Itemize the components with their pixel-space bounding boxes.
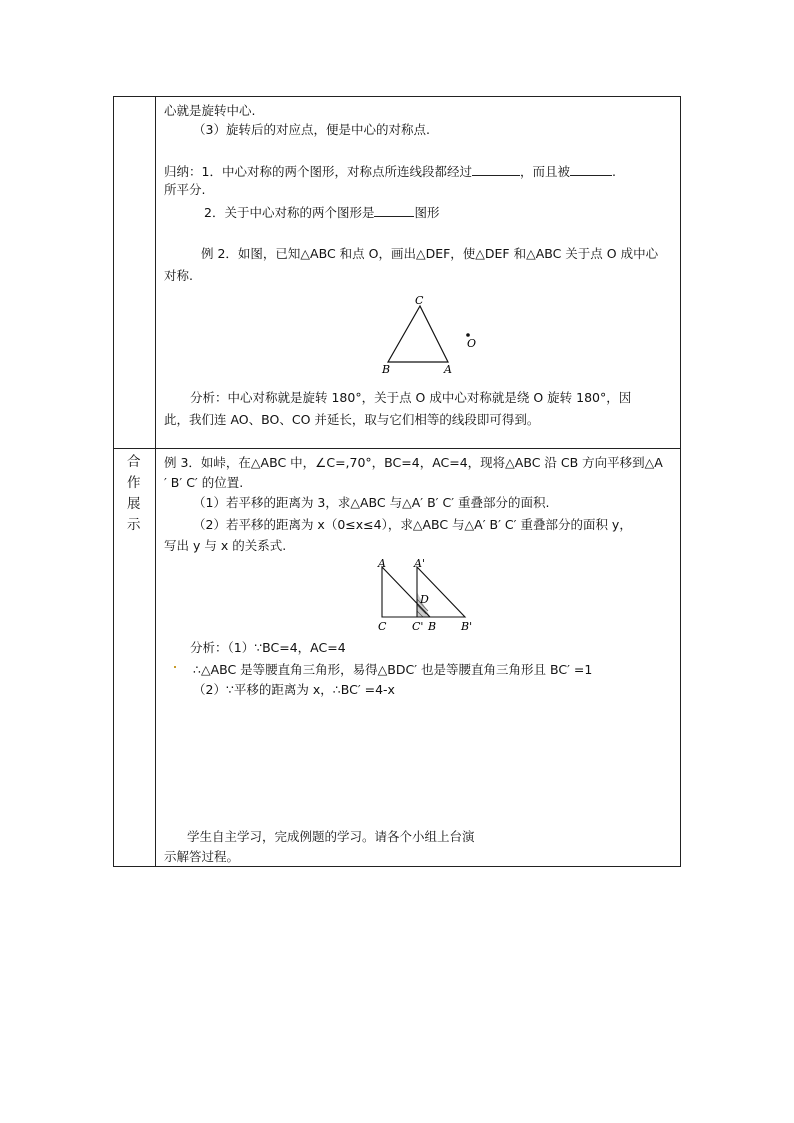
label-c-prime: C' (412, 620, 424, 633)
point-line (204, 204, 439, 221)
text-line: （3）旋转后的对应点，便是中心的对称点. (193, 122, 430, 137)
summary-text: . (611, 164, 616, 179)
fill-blank (374, 204, 414, 217)
closing-line: 学生自主学习，完成例题的学习。请各个小组上台演 (187, 829, 475, 844)
label-b: B (428, 620, 437, 633)
side-label-char: 展 (127, 496, 141, 512)
analysis-line: ∴△ABC 是等腰直角三角形，易得△BDC′ 也是等腰直角三角形且 BC′ =1 (193, 662, 593, 677)
closing-line: 示解答过程。 (164, 849, 240, 864)
table-column-divider (155, 96, 156, 867)
analysis-line: （2）∵平移的距离为 x，∴BC′ =4-x (193, 682, 395, 697)
point-text: 图形 (414, 205, 440, 220)
summary-text: ，而且被 (519, 164, 570, 179)
text-line: 所平分. (164, 182, 206, 197)
label-c: C (378, 620, 387, 633)
example-heading: 例 3．如峠，在△ABC 中，∠C=,70°，BC=4，AC=4，现将△ABC 沿 CB 方向平移到△A (164, 455, 663, 470)
question-line: （2）若平移的距离为 x（0≤x≤4），求△ABC 与△A′ B′ C′ 重叠部分的面积 y， (193, 517, 632, 532)
point-text: 2．关于中心对称的两个图形是 (204, 205, 375, 220)
example-heading: 例 2．如图，已知△ABC 和点 O，画出△DEF，使△DEF 和△ABC 关于点 O 成中心 (201, 246, 659, 261)
fill-blank (570, 163, 612, 176)
label-b: B (382, 363, 391, 376)
label-a-prime: A' (414, 557, 425, 570)
label-c: C (415, 294, 424, 307)
triangle-figure (370, 290, 490, 380)
triangle-abc (382, 567, 430, 617)
text-line: 对称. (164, 268, 193, 283)
analysis-line: 此，我们连 AO、BO、CO 并延长，取与它们相等的线段即可得到。 (164, 412, 540, 427)
summary-text: 归纳：1．中心对称的两个图形，对称点所连线段都经过 (164, 164, 472, 179)
side-label-char: 作 (127, 475, 141, 491)
label-d: D (420, 593, 429, 606)
text-line: ′ B′ C′ 的位置. (164, 475, 244, 490)
label-o: O (467, 337, 477, 350)
text-line: 心就是旋转中心. (164, 103, 256, 118)
question-line: （1）若平移的距离为 3，求△ABC 与△A′ B′ C′ 重叠部分的面积. (193, 495, 550, 510)
label-a: A (444, 363, 452, 376)
question-line: 写出 y 与 x 的关系式. (164, 538, 287, 553)
table-row-divider (113, 448, 681, 449)
analysis-line: 分析：（1）∵BC=4，AC=4 (190, 640, 346, 655)
summary-line (164, 163, 616, 180)
analysis-line: 分析：中心对称就是旋转 180°，关于点 O 成中心对称就是绕 O 旋转 180°，因 (190, 390, 632, 405)
translation-figure (370, 555, 485, 635)
label-a: A (378, 557, 386, 570)
label-b-prime: B' (461, 620, 473, 633)
stray-mark (174, 666, 176, 668)
triangle-abc (388, 306, 448, 362)
side-label-char: 示 (127, 517, 141, 533)
fill-blank (472, 163, 520, 176)
side-label-char: 合 (127, 454, 141, 470)
